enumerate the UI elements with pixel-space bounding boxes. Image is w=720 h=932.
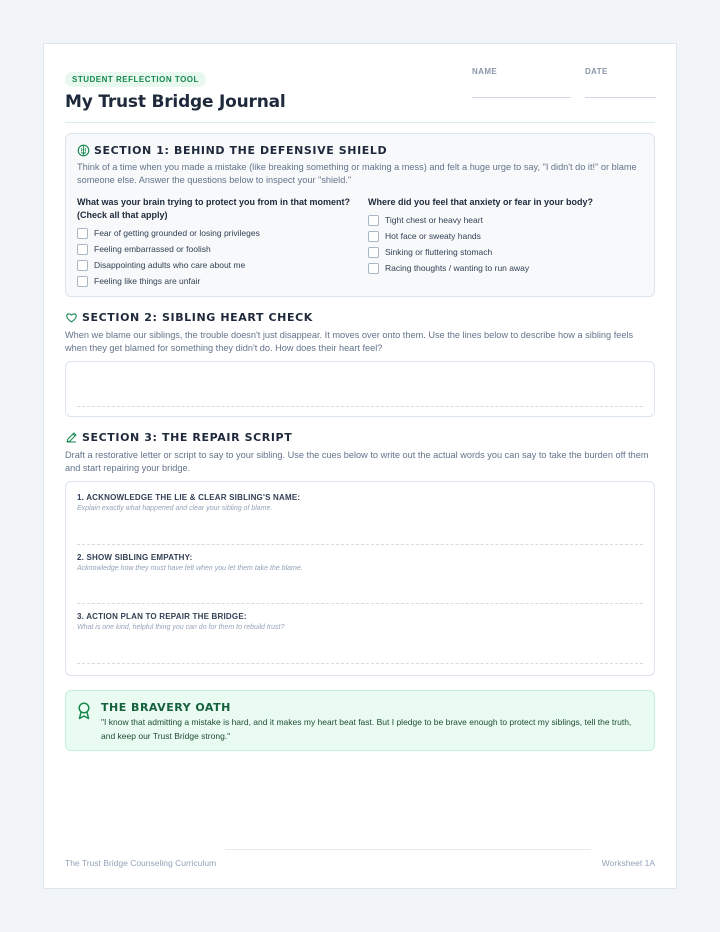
body-question-column <box>368 196 643 289</box>
name-line[interactable] <box>472 97 571 98</box>
checkbox-label: Fear of getting grounded or losing privileges <box>94 228 260 238</box>
checkbox-label: Tight chest or heavy heart <box>385 215 483 225</box>
oath-text: "I know that admitting a mistake is hard, and it makes my heart beat fast. But I pledge to be brave enough to protect my siblings, tell the truth, and keep our Trust Bridge strong." <box>101 717 632 741</box>
empathy-writing-line[interactable] <box>77 603 643 604</box>
cue-action-plan <box>77 612 643 631</box>
checkbox-label: Feeling like things are unfair <box>94 276 201 286</box>
cue-acknowledge <box>77 493 643 512</box>
cue-hint: Explain exactly what happened and clear your sibling of blame. <box>77 505 273 512</box>
protection-options <box>77 225 368 289</box>
footer-worksheet-number: Worksheet 1A <box>601 858 655 868</box>
repair-script-card <box>65 481 655 676</box>
section-2-description: When we blame our siblings, the trouble doesn't just disappear. It moves over onto them. Use the lines below to describe how a sibling feels when they get blamed for something they didn't do. How does their heart feel? <box>65 330 634 353</box>
section-1-heading <box>77 144 643 157</box>
checkbox-label: Sinking or fluttering stomach <box>385 247 493 257</box>
action-plan-writing-line[interactable] <box>77 663 643 664</box>
checkbox[interactable] <box>368 263 379 274</box>
footer-curriculum: The Trust Bridge Counseling Curriculum <box>65 858 217 868</box>
checkbox[interactable] <box>77 260 88 271</box>
checkbox-option[interactable] <box>368 212 643 228</box>
section-1-description: Think of a time when you made a mistake (like breaking something or making a mess) and felt a huge urge to say, "I didn't do it!" or blame someone else. Answer the questions below to inspect your "shield." <box>77 162 637 185</box>
protection-question-column <box>77 196 368 289</box>
cue-title: 2. SHOW SIBLING EMPATHY: <box>77 553 193 562</box>
checkbox[interactable] <box>77 276 88 287</box>
pencil-icon <box>65 431 78 444</box>
checkbox[interactable] <box>368 231 379 242</box>
cue-hint: Acknowledge how they must have felt when you let them take the blame. <box>77 565 303 572</box>
section-2-heading <box>65 311 313 324</box>
writing-line <box>77 406 643 407</box>
cue-hint: What is one kind, helpful thing you can do for them to rebuild trust? <box>77 624 285 631</box>
checkbox-option[interactable] <box>77 241 368 257</box>
section-3-description: Draft a restorative letter or script to say to your sibling. Use the cues below to write out the actual words you can say to take the burden off them and start repairing your bridge. <box>65 450 649 473</box>
checkbox-label: Disappointing adults who care about me <box>94 260 246 270</box>
checkbox-option[interactable] <box>77 225 368 241</box>
name-field[interactable] <box>472 67 571 98</box>
section-3-title: SECTION 3: THE REPAIR SCRIPT <box>82 431 293 444</box>
date-field[interactable] <box>585 67 656 98</box>
worksheet-page <box>43 43 677 889</box>
award-ribbon-icon <box>77 702 91 720</box>
section-1-card <box>65 133 655 297</box>
checkbox-label: Racing thoughts / wanting to run away <box>385 263 530 273</box>
header-divider <box>65 122 655 123</box>
brain-icon <box>77 144 90 157</box>
cue-title: 3. ACTION PLAN TO REPAIR THE BRIDGE: <box>77 612 247 621</box>
date-line[interactable] <box>585 97 656 98</box>
date-label: DATE <box>585 67 608 76</box>
cue-title: 1. ACKNOWLEDGE THE LIE & CLEAR SIBLING'S NAME: <box>77 493 301 502</box>
section-3-heading <box>65 431 292 444</box>
checkbox[interactable] <box>368 247 379 258</box>
body-question: Where did you feel that anxiety or fear in your body? <box>368 197 594 207</box>
checkbox-option[interactable] <box>368 244 643 260</box>
page-title: My Trust Bridge Journal <box>65 92 286 112</box>
checkbox-option[interactable] <box>77 273 368 289</box>
checkbox-option[interactable] <box>368 260 643 276</box>
checkbox-option[interactable] <box>368 228 643 244</box>
acknowledge-writing-line[interactable] <box>77 544 643 545</box>
heart-icon <box>65 311 78 324</box>
name-label: NAME <box>472 67 498 76</box>
tool-badge: STUDENT REFLECTION TOOL <box>65 72 206 87</box>
footer-divider <box>225 849 591 850</box>
body-options <box>368 212 643 276</box>
cue-empathy <box>77 553 643 572</box>
checkbox[interactable] <box>77 228 88 239</box>
section-1-title: SECTION 1: BEHIND THE DEFENSIVE SHIELD <box>94 144 388 157</box>
checkbox-label: Feeling embarrassed or foolish <box>94 244 211 254</box>
protection-question: What was your brain trying to protect you from in that moment? (Check all that apply) <box>77 197 351 220</box>
checkbox[interactable] <box>77 244 88 255</box>
section-2-title: SECTION 2: SIBLING HEART CHECK <box>82 311 313 324</box>
checkbox[interactable] <box>368 215 379 226</box>
checkbox-option[interactable] <box>77 257 368 273</box>
oath-title: THE BRAVERY OATH <box>101 701 231 714</box>
sibling-feelings-writing-area[interactable] <box>65 361 655 417</box>
checkbox-label: Hot face or sweaty hands <box>385 231 481 241</box>
bravery-oath-card <box>65 690 655 751</box>
